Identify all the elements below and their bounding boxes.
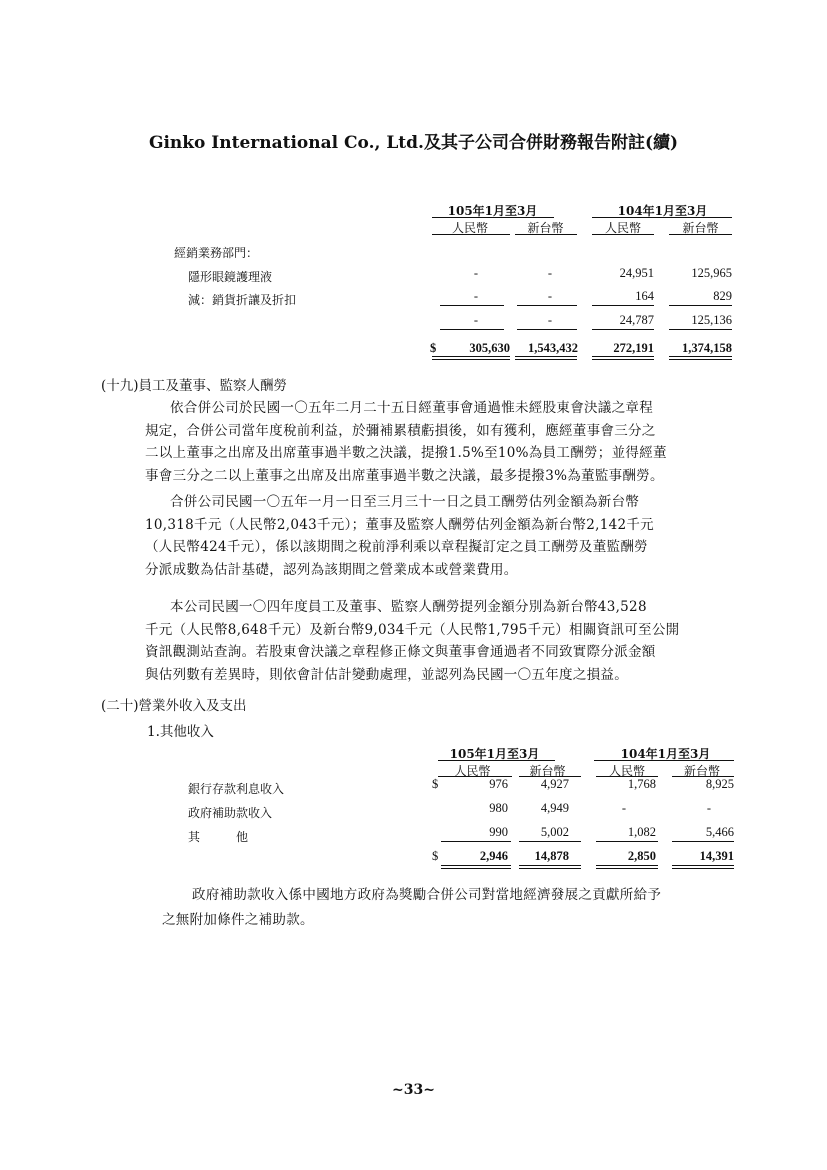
paragraph-line: 分派成數為估計基礎，認列為該期間之營業成本或營業費用。: [145, 561, 518, 578]
period-2016-q1-header: 105年1月至3月: [449, 747, 540, 761]
table-cell: -: [547, 289, 552, 303]
table-cell: 8,925: [705, 777, 734, 791]
page-number: ~33~: [392, 1082, 435, 1098]
sub-heading: 1.其他收入: [147, 724, 214, 740]
table-cell: 5,002: [540, 825, 569, 839]
table-cell: 4,949: [540, 801, 569, 815]
paragraph-line: 依合併公司於民國一〇五年二月二十五日經董事會通過惟未經股東會決議之章程: [170, 400, 653, 416]
table-cell: 24,951: [619, 266, 654, 280]
table-cell: 14,391: [699, 849, 734, 863]
table-cell: -: [547, 266, 552, 280]
paragraph-line: 千元（人民幣8,648千元）及新台幣9,034千元（人民幣1,795千元）相關資訊可至公開: [145, 621, 680, 638]
table-cell: 1,374,158: [682, 341, 732, 355]
paragraph-line: 之無附加條件之補助款。: [162, 912, 314, 928]
table-cell: -: [473, 289, 478, 303]
section-heading: (十九)員工及董事、監察人酬勞: [101, 378, 288, 394]
col-header-ntd: 新台幣: [682, 221, 719, 235]
paragraph-line: 資訊觀測站查詢。若股東會決議之章程修正條文與董事會通過者不同致實際分派金額: [145, 644, 656, 660]
table-cell: 305,630: [469, 341, 510, 355]
col-header-ntd: 新台幣: [529, 764, 566, 778]
table-cell: -: [473, 313, 478, 327]
table-cell: 1,768: [627, 777, 656, 791]
period-2015-q1-header: 104年1月至3月: [617, 204, 708, 218]
table-cell: -: [473, 266, 478, 280]
currency-sign: $: [430, 341, 437, 355]
paragraph-line: 二以上董事之出席及出席董事過半數之決議，提撥1.5%至10%為員工酬勞；並得經董: [145, 445, 667, 461]
paragraph-line: 本公司民國一〇四年度員工及董事、監察人酬勞提列金額分別為新台幣43,528: [170, 599, 647, 615]
table-cell: 2,946: [479, 849, 508, 863]
paragraph-line: 事會三分之二以上董事之出席及出席董事過半數之決議，最多提撥3%為董監事酬勞。: [145, 467, 664, 484]
table-cell: -: [547, 313, 552, 327]
table-cell: 1,543,432: [528, 341, 578, 355]
table-cell: 990: [489, 825, 508, 839]
table-cell: 14,878: [534, 849, 569, 863]
currency-sign: $: [432, 777, 439, 791]
col-header-ntd: 新台幣: [527, 221, 564, 235]
row-label: 其 他: [188, 830, 249, 844]
table-cell: 272,191: [613, 341, 654, 355]
page-title: Ginko International Co., Ltd.及其子公司合併財務報告附註(續): [148, 133, 679, 153]
section-label: 經銷業務部門：: [174, 246, 259, 260]
table-cell: 5,466: [705, 825, 734, 839]
table-cell: 980: [489, 801, 508, 815]
col-header-rmb: 人民幣: [604, 221, 641, 235]
table-cell: -: [621, 801, 626, 815]
col-header-rmb: 人民幣: [451, 221, 488, 235]
paragraph-line: 規定，合併公司當年度稅前利益，於彌補累積虧損後，如有獲利，應經董事會三分之: [145, 422, 656, 439]
table-cell: 1,082: [627, 825, 656, 839]
table-cell: 24,787: [619, 313, 654, 327]
paragraph-line: 10,318千元（人民幣2,043千元）；董事及監察人酬勞估列金額為新台幣2,142千元: [145, 516, 654, 533]
table-cell: -: [706, 801, 711, 815]
paragraph-line: （人民幣424千元），係以該期間之稅前淨利乘以章程擬訂定之員工酬勞及董監酬勞: [145, 539, 648, 555]
row-label: 銀行存款利息收入: [188, 782, 285, 796]
col-header-rmb: 人民幣: [454, 764, 491, 778]
period-2016-q1-header: 105年1月至3月: [447, 204, 538, 218]
period-2015-q1-header: 104年1月至3月: [620, 747, 711, 761]
table-cell: 164: [635, 289, 654, 303]
currency-sign: $: [432, 849, 439, 863]
row-label: 政府補助款收入: [188, 806, 273, 820]
col-header-rmb: 人民幣: [608, 764, 645, 778]
paragraph-line: 政府補助款收入係中國地方政府為獎勵合併公司對當地經濟發展之貢獻所給予: [192, 887, 662, 903]
row-label: 減：銷貨折讓及折扣: [188, 293, 297, 307]
table-cell: 829: [713, 289, 732, 303]
table-cell: 2,850: [627, 849, 656, 863]
col-header-ntd: 新台幣: [683, 764, 720, 778]
table-cell: 976: [489, 777, 508, 791]
paragraph-line: 與估列數有差異時，則依會計估計變動處理，並認列為民國一〇五年度之損益。: [145, 666, 628, 683]
section-heading: (二十)營業外收入及支出: [101, 698, 247, 714]
row-label: 隱形眼鏡護理液: [188, 270, 273, 284]
table-cell: 125,965: [691, 266, 732, 280]
table-cell: 125,136: [691, 313, 732, 327]
table-cell: 4,927: [540, 777, 569, 791]
paragraph-line: 合併公司民國一〇五年一月一日至三月三十一日之員工酬勞估列金額為新台幣: [170, 494, 640, 510]
